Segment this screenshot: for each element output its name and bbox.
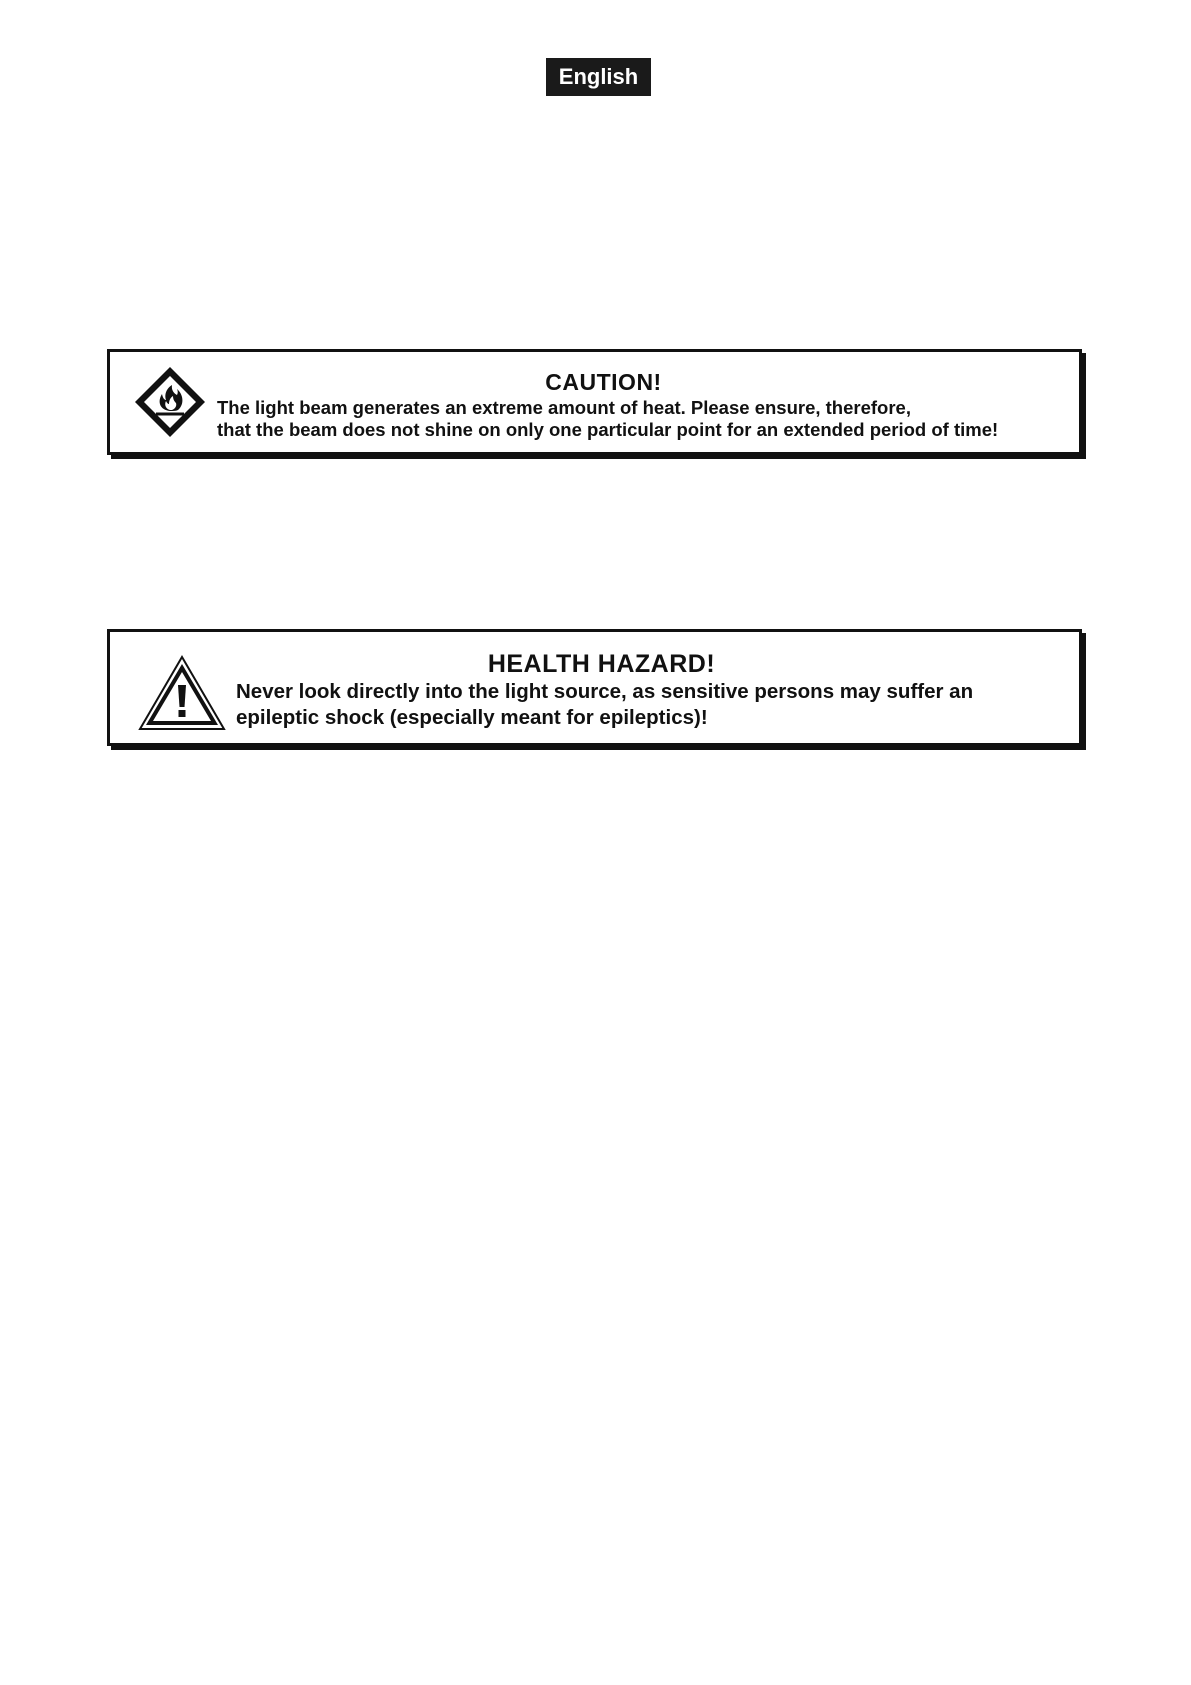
health-hazard-notice: [107, 629, 1082, 746]
language-badge: English: [546, 58, 651, 96]
caution-text-line: that the beam does not shine on only one particular point for an extended period of time!: [217, 419, 999, 440]
caution-notice: [107, 349, 1082, 455]
caution-title: CAUTION!: [545, 369, 662, 395]
caution-text-line: The light beam generates an extreme amount of heat. Please ensure, therefore,: [217, 397, 911, 418]
health-hazard-text: [236, 679, 973, 731]
health-hazard-title: HEALTH HAZARD!: [487, 650, 716, 678]
health-hazard-text-line: Never look directly into the light source, as sensitive persons may suffer an: [236, 680, 974, 703]
health-hazard-text-line: epileptic shock (especially meant for epileptics)!: [236, 706, 708, 729]
caution-text: [217, 397, 998, 441]
